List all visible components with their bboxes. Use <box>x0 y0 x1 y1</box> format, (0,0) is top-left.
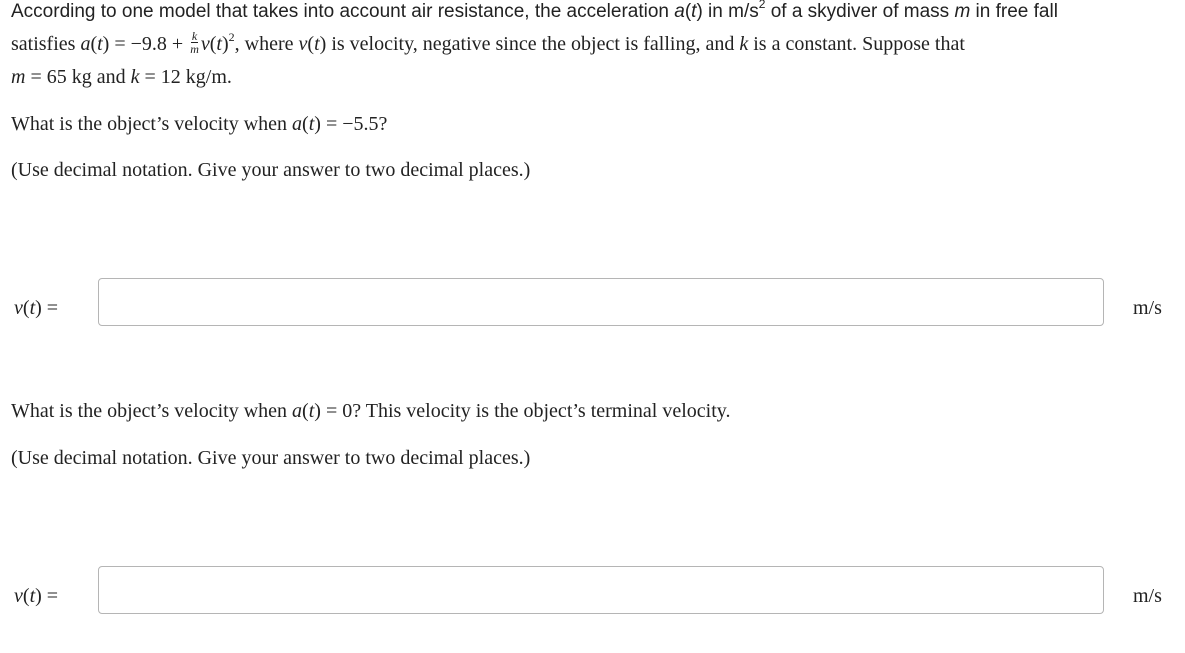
intro-text: in free fall <box>970 1 1058 22</box>
intro-text: satisfies <box>11 33 81 55</box>
intro-text: , where <box>234 33 299 55</box>
exponent: 2 <box>758 0 766 11</box>
intro-text: is velocity, negative since the object is falling, and <box>326 33 740 55</box>
unit-label-1: m/s <box>1133 297 1162 319</box>
question-text: = 0? This velocity is the object’s terminal velocity. <box>320 400 731 422</box>
intro-text: = 65 kg and <box>25 66 131 88</box>
answer-row-1 <box>0 278 1185 330</box>
var-v: v <box>14 297 23 319</box>
var-t: t <box>29 585 36 607</box>
var-m: m <box>11 66 26 88</box>
equals: = <box>41 297 59 319</box>
question-1-hint: (Use decimal notation. Give your answer to two decimal places.) <box>11 159 531 181</box>
unit-label-2: m/s <box>1133 585 1162 607</box>
intro-text: in m/s <box>702 1 759 22</box>
question-text: What is the object’s velocity when <box>11 400 293 422</box>
exponent: 2 <box>228 30 235 44</box>
intro-text: According to one model that takes into account air resistance, the acceleration <box>11 1 675 22</box>
var-t: t <box>308 113 315 135</box>
intro-line-1: According to one model that takes into account air resistance, the acceleration a(t) in $m/s^2$ of a skydiver of mass m in free fall <box>11 0 1058 28</box>
var-t: t <box>97 33 103 55</box>
var-t: t <box>29 297 36 319</box>
problem-statement <box>11 0 1058 94</box>
question-2-hint: (Use decimal notation. Give your answer to two decimal places.) <box>11 447 531 469</box>
question-text: What is the object’s velocity when <box>11 113 293 135</box>
var-t: t <box>691 1 697 22</box>
var-k: k <box>739 33 749 55</box>
var-t: t <box>314 33 320 55</box>
var-a: a <box>292 400 303 422</box>
var-v: v <box>298 33 308 55</box>
answer-label-1: v(t) = <box>14 297 59 319</box>
intro-line-3 <box>11 61 1058 94</box>
intro-text: is a constant. Suppose that <box>748 33 965 55</box>
frac-numerator: k <box>191 28 198 43</box>
var-t: t <box>308 400 315 422</box>
var-a: a <box>674 1 685 22</box>
var-k: k <box>130 66 140 88</box>
intro-line-2: satisfies a(t) = −9.8 + $\frac{k}{m}$ $v(t)^2$, where v(t) is velocity, negative since the object is falling, and k is a constant. Suppose that <box>11 28 965 56</box>
intro-text: of a skydiver of mass <box>765 1 955 22</box>
var-t: t <box>216 33 222 55</box>
intro-text: = −9.8 + <box>109 33 189 55</box>
question-1: What is the object’s velocity when a(t) = −5.5? <box>11 113 388 135</box>
intro-text: = 12 kg/m. <box>139 66 232 88</box>
frac-denominator: m <box>190 41 199 56</box>
answer-row-2 <box>0 566 1185 618</box>
var-m: m <box>954 1 971 22</box>
fraction-k-over-m <box>189 30 200 55</box>
var-v: v <box>14 585 23 607</box>
var-v: v <box>200 33 210 55</box>
answer-label-2: v(t) = <box>14 585 59 607</box>
equals: = <box>41 585 59 607</box>
var-a: a <box>292 113 303 135</box>
var-a: a <box>80 33 91 55</box>
question-text: = −5.5? <box>320 113 388 135</box>
velocity-answer-input-2[interactable] <box>98 566 1104 614</box>
velocity-answer-input-1[interactable] <box>98 278 1104 326</box>
question-2: What is the object’s velocity when a(t) = 0? This velocity is the object’s terminal velocity. <box>11 400 731 422</box>
